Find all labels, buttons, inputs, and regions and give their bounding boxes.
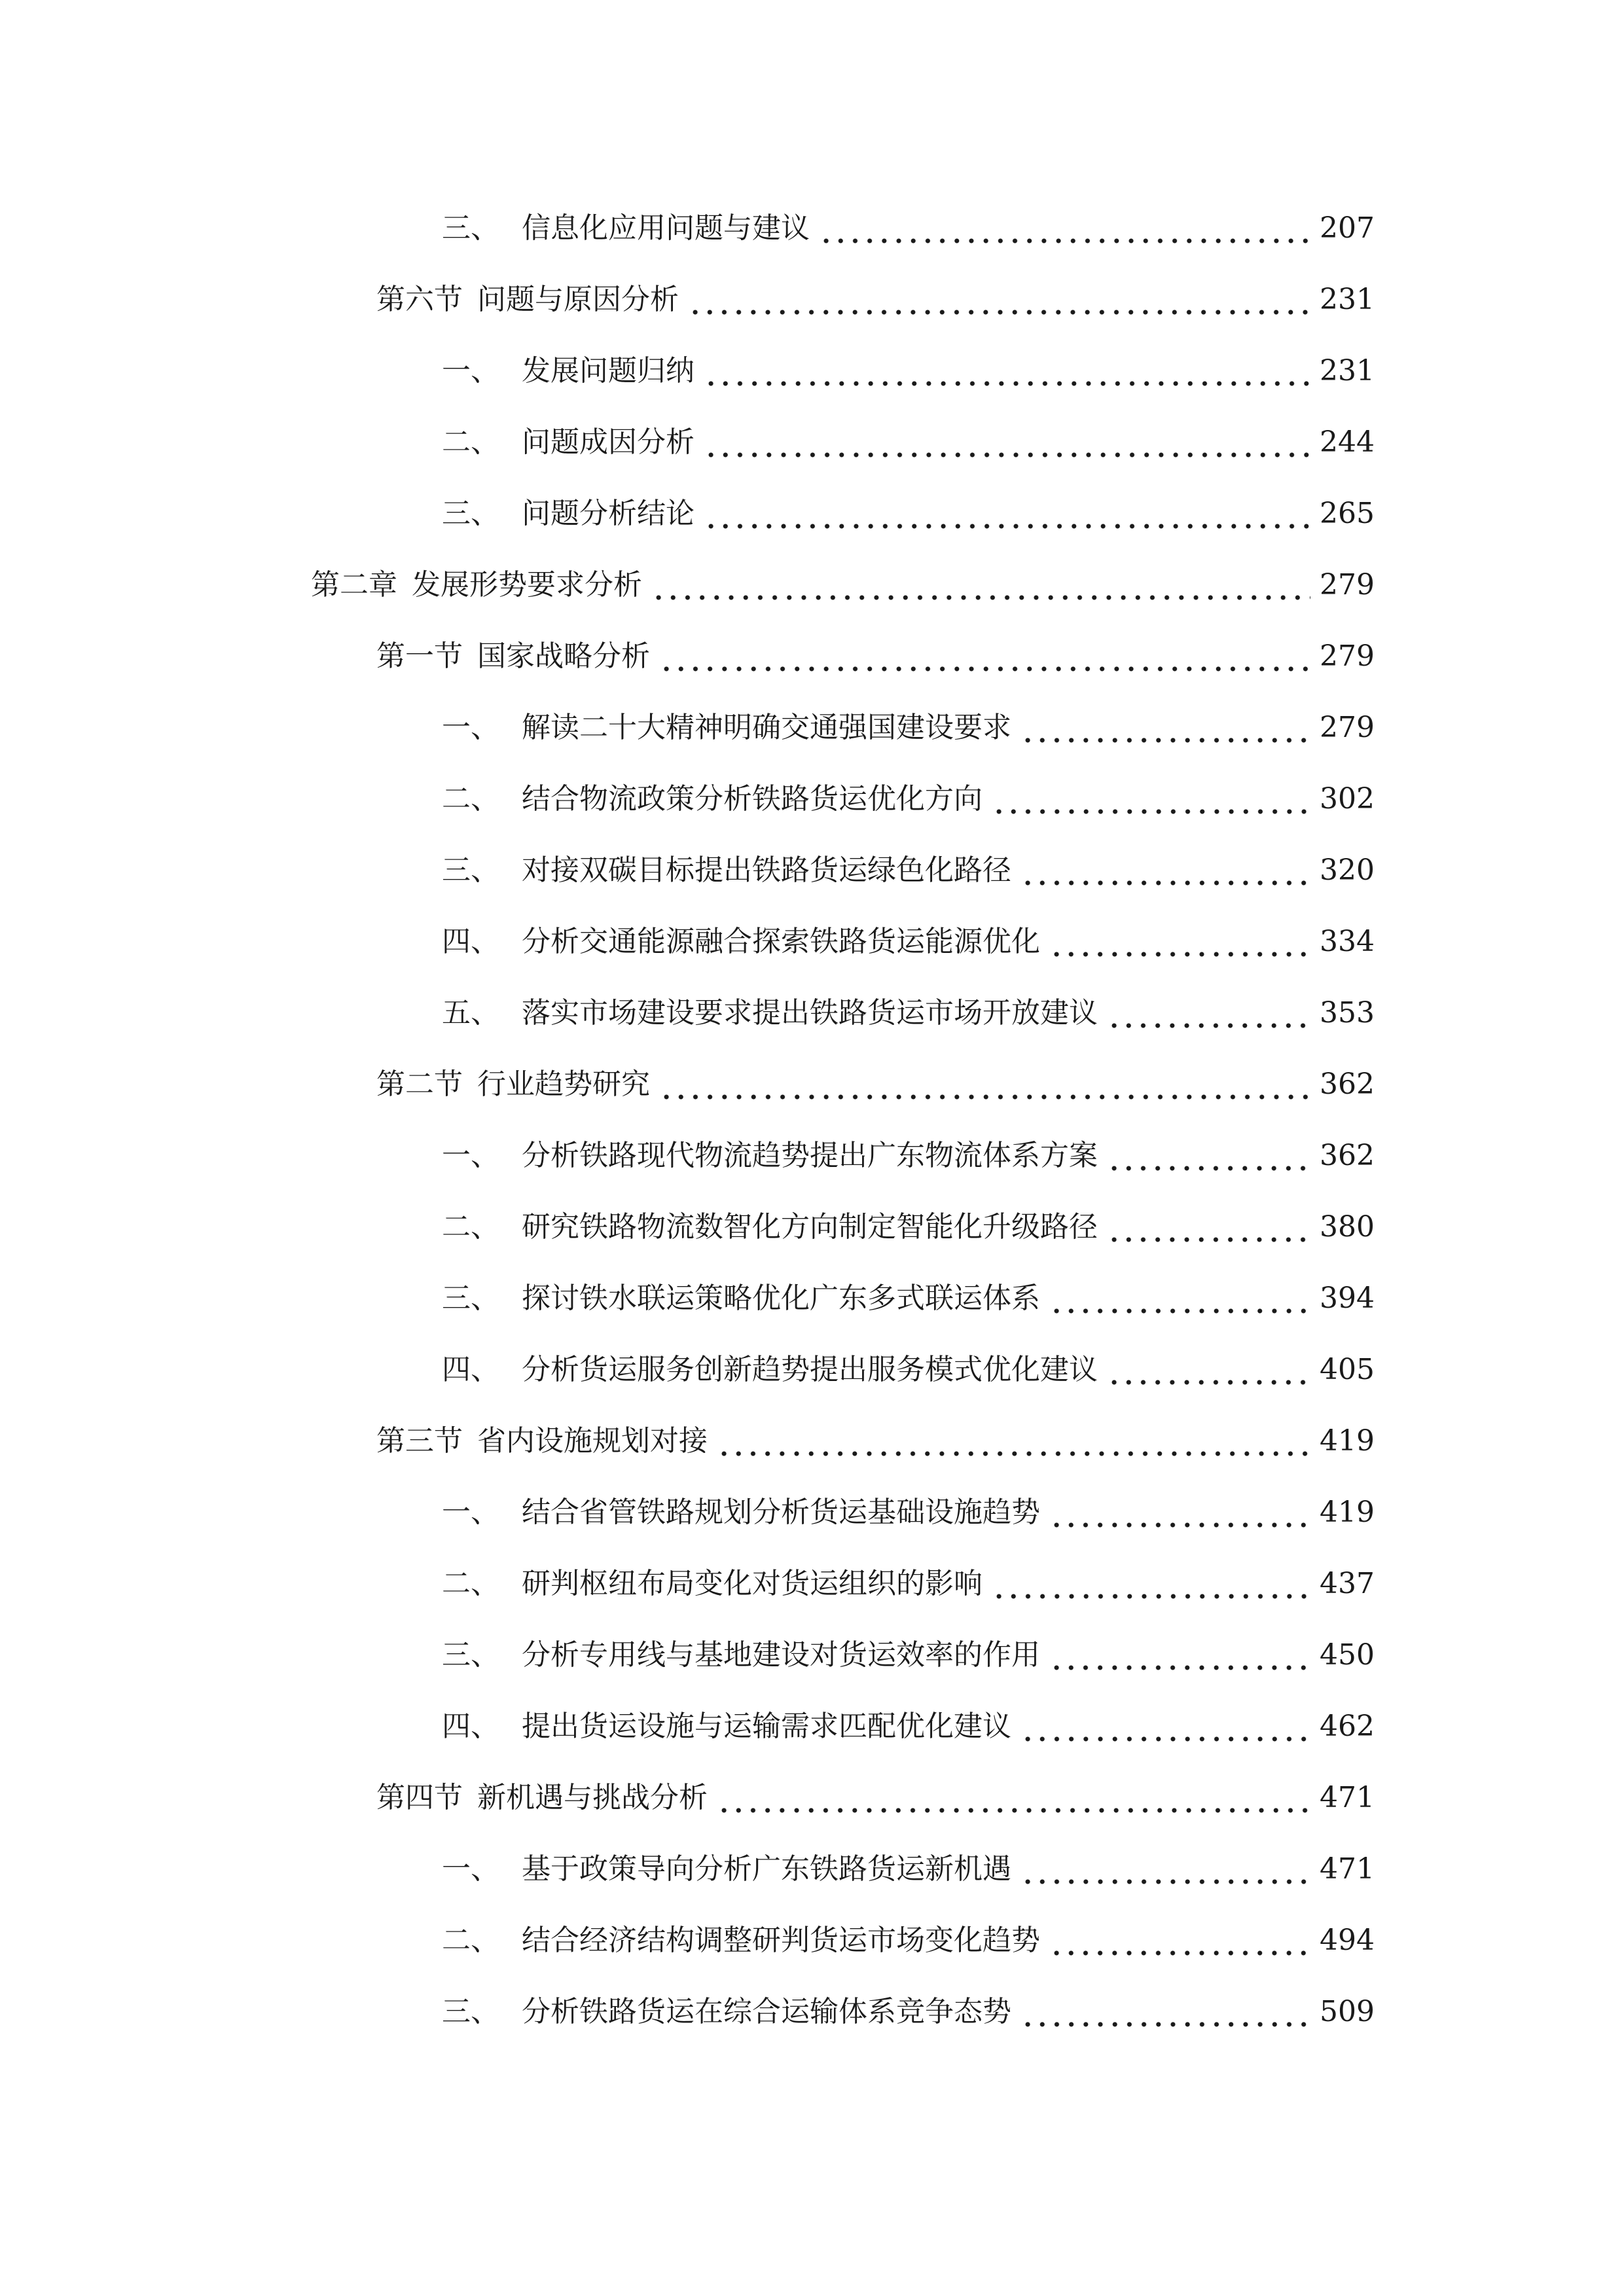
toc-entry[interactable]	[442, 1558, 1375, 1610]
dot-leader	[1020, 1986, 1310, 2038]
toc-entry-page: 471	[1320, 1852, 1375, 1886]
toc-entry-title: 问题与原因分析	[477, 283, 679, 316]
toc-entry-page: 279	[1320, 711, 1375, 744]
toc-entry[interactable]	[442, 488, 1375, 540]
toc-entry[interactable]	[376, 1772, 1375, 1824]
toc-entry-number: 三、	[442, 211, 499, 245]
dot-leader	[1049, 1486, 1310, 1539]
toc-entry-number: 一、	[442, 1139, 499, 1172]
toc-entry-number: 一、	[442, 711, 499, 744]
toc-entry[interactable]	[442, 1700, 1375, 1753]
dot-leader	[1020, 1700, 1310, 1753]
dot-leader	[819, 202, 1310, 255]
toc-entry-number: 第二节	[376, 1067, 463, 1101]
toc-entry-number: 第二章	[311, 568, 397, 601]
toc-entry-number: 三、	[442, 1282, 499, 1315]
toc-entry[interactable]	[442, 345, 1375, 397]
toc-entry-number: 三、	[442, 853, 499, 887]
toc-entry-number: 三、	[442, 1995, 499, 2028]
toc-entry-page: 334	[1320, 925, 1375, 958]
toc-entry-number: 四、	[442, 1710, 499, 1743]
toc-entry-title: 问题成因分析	[522, 425, 695, 459]
dot-leader	[1107, 1344, 1310, 1396]
toc-entry-page: 279	[1320, 639, 1375, 673]
toc-entry-title: 基于政策导向分析广东铁路货运新机遇	[522, 1852, 1011, 1886]
toc-entry-page: 320	[1320, 853, 1375, 887]
toc-entry[interactable]	[442, 844, 1375, 897]
dot-leader	[1107, 987, 1310, 1039]
toc-entry-page: 494	[1320, 1924, 1375, 1957]
dot-leader	[704, 345, 1310, 397]
dot-leader	[659, 1058, 1310, 1111]
toc-entry-page: 380	[1320, 1210, 1375, 1244]
toc-entry-title: 行业趋势研究	[477, 1067, 650, 1101]
toc-entry-page: 419	[1320, 1424, 1375, 1458]
toc-entry[interactable]	[442, 916, 1375, 968]
toc-entry-number: 第四节	[376, 1781, 463, 1814]
dot-leader	[1107, 1130, 1310, 1182]
toc-entry-number: 二、	[442, 1924, 499, 1957]
dot-leader	[1049, 1914, 1310, 1967]
toc-entry-title: 问题分析结论	[522, 497, 695, 530]
toc-entry-number: 四、	[442, 1353, 499, 1386]
toc-entry-title: 分析铁路货运在综合运输体系竞争态势	[522, 1995, 1011, 2028]
dot-leader	[1049, 916, 1310, 968]
toc-entry[interactable]	[442, 1629, 1375, 1681]
toc-entry[interactable]	[442, 1272, 1375, 1325]
toc-entry-number: 二、	[442, 1567, 499, 1600]
toc-entry-page: 394	[1320, 1282, 1375, 1315]
toc-entry[interactable]	[442, 1344, 1375, 1396]
toc-entry-title: 探讨铁水联运策略优化广东多式联运体系	[522, 1282, 1040, 1315]
toc-entry-title: 发展问题归纳	[522, 354, 695, 387]
toc-entry-title: 结合经济结构调整研判货运市场变化趋势	[522, 1924, 1040, 1957]
toc-entry-title: 对接双碳目标提出铁路货运绿色化路径	[522, 853, 1011, 887]
toc-entry-title: 提出货运设施与运输需求匹配优化建议	[522, 1710, 1011, 1743]
toc-entry-number: 四、	[442, 925, 499, 958]
toc-entry[interactable]	[376, 630, 1375, 683]
dot-leader	[1107, 1201, 1310, 1253]
toc-entry-number: 第三节	[376, 1424, 463, 1458]
dot-leader	[1049, 1629, 1310, 1681]
toc-entry-page: 207	[1320, 211, 1375, 245]
toc-entry-title: 研究铁路物流数智化方向制定智能化升级路径	[522, 1210, 1098, 1244]
toc-entry[interactable]	[376, 1058, 1375, 1111]
toc-entry-number: 一、	[442, 354, 499, 387]
toc-entry-page: 509	[1320, 1995, 1375, 2028]
toc-entry-title: 省内设施规划对接	[477, 1424, 708, 1458]
toc-entry-page: 265	[1320, 497, 1375, 530]
toc-entry[interactable]	[442, 1986, 1375, 2038]
toc-entry[interactable]	[376, 274, 1375, 326]
toc-entry-page: 279	[1320, 568, 1375, 601]
dot-leader	[992, 773, 1310, 825]
dot-leader	[651, 559, 1310, 611]
dot-leader	[1020, 1843, 1310, 1895]
toc-entry-page: 353	[1320, 996, 1375, 1030]
dot-leader	[659, 630, 1310, 683]
toc-entry[interactable]	[442, 1130, 1375, 1182]
toc-entry-page: 231	[1320, 283, 1375, 316]
toc-entry-title: 研判枢纽布局变化对货运组织的影响	[522, 1567, 983, 1600]
toc-entry-page: 405	[1320, 1353, 1375, 1386]
toc-entry-number: 二、	[442, 425, 499, 459]
toc-entry-number: 第六节	[376, 283, 463, 316]
toc-entry-page: 231	[1320, 354, 1375, 387]
toc-entry[interactable]	[442, 1843, 1375, 1895]
toc-entry-title: 解读二十大精神明确交通强国建设要求	[522, 711, 1011, 744]
toc-entry-number: 三、	[442, 1638, 499, 1672]
toc-entry-number: 二、	[442, 782, 499, 816]
toc-entry[interactable]	[442, 773, 1375, 825]
toc-entry-page: 419	[1320, 1496, 1375, 1529]
toc-entry-title: 结合物流政策分析铁路货运优化方向	[522, 782, 983, 816]
toc-entry-number: 一、	[442, 1852, 499, 1886]
toc-entry-title: 国家战略分析	[477, 639, 650, 673]
toc-entry-title: 新机遇与挑战分析	[477, 1781, 708, 1814]
toc-entry-number: 五、	[442, 996, 499, 1030]
toc-entry-page: 450	[1320, 1638, 1375, 1672]
toc-entry[interactable]	[442, 1201, 1375, 1253]
toc-entry[interactable]	[442, 416, 1375, 469]
toc-entry-page: 437	[1320, 1567, 1375, 1600]
toc-entry-title: 分析专用线与基地建设对货运效率的作用	[522, 1638, 1040, 1672]
toc-entry-title: 发展形势要求分析	[412, 568, 642, 601]
toc-entry-title: 落实市场建设要求提出铁路货运市场开放建议	[522, 996, 1098, 1030]
dot-leader	[1020, 844, 1310, 897]
toc-entry-page: 471	[1320, 1781, 1375, 1814]
toc-entry[interactable]	[311, 559, 1375, 611]
dot-leader	[992, 1558, 1310, 1610]
toc-entry-title: 结合省管铁路规划分析货运基础设施趋势	[522, 1496, 1040, 1529]
toc-entry-page: 362	[1320, 1067, 1375, 1101]
dot-leader	[688, 274, 1310, 326]
toc-entry[interactable]	[442, 987, 1375, 1039]
dot-leader	[717, 1415, 1310, 1467]
dot-leader	[704, 416, 1310, 469]
toc-entry-number: 三、	[442, 497, 499, 530]
toc-entry-title: 分析铁路现代物流趋势提出广东物流体系方案	[522, 1139, 1098, 1172]
toc-entry-number: 二、	[442, 1210, 499, 1244]
toc-entry[interactable]	[442, 1914, 1375, 1967]
dot-leader	[1049, 1272, 1310, 1325]
toc-entry[interactable]	[442, 202, 1375, 255]
toc-entry-page: 362	[1320, 1139, 1375, 1172]
toc-entry-number: 第一节	[376, 639, 463, 673]
toc-entry-page: 462	[1320, 1710, 1375, 1743]
toc-entry-title: 分析交通能源融合探索铁路货运能源优化	[522, 925, 1040, 958]
toc-entry[interactable]	[442, 1486, 1375, 1539]
toc-entry[interactable]	[376, 1415, 1375, 1467]
toc-entry-title: 信息化应用问题与建议	[522, 211, 810, 245]
toc-entry-page: 302	[1320, 782, 1375, 816]
dot-leader	[704, 488, 1310, 540]
toc-entry-page: 244	[1320, 425, 1375, 459]
toc-entry[interactable]	[442, 702, 1375, 754]
toc-entry-number: 一、	[442, 1496, 499, 1529]
dot-leader	[1020, 702, 1310, 754]
dot-leader	[717, 1772, 1310, 1824]
toc-entry-title: 分析货运服务创新趋势提出服务模式优化建议	[522, 1353, 1098, 1386]
